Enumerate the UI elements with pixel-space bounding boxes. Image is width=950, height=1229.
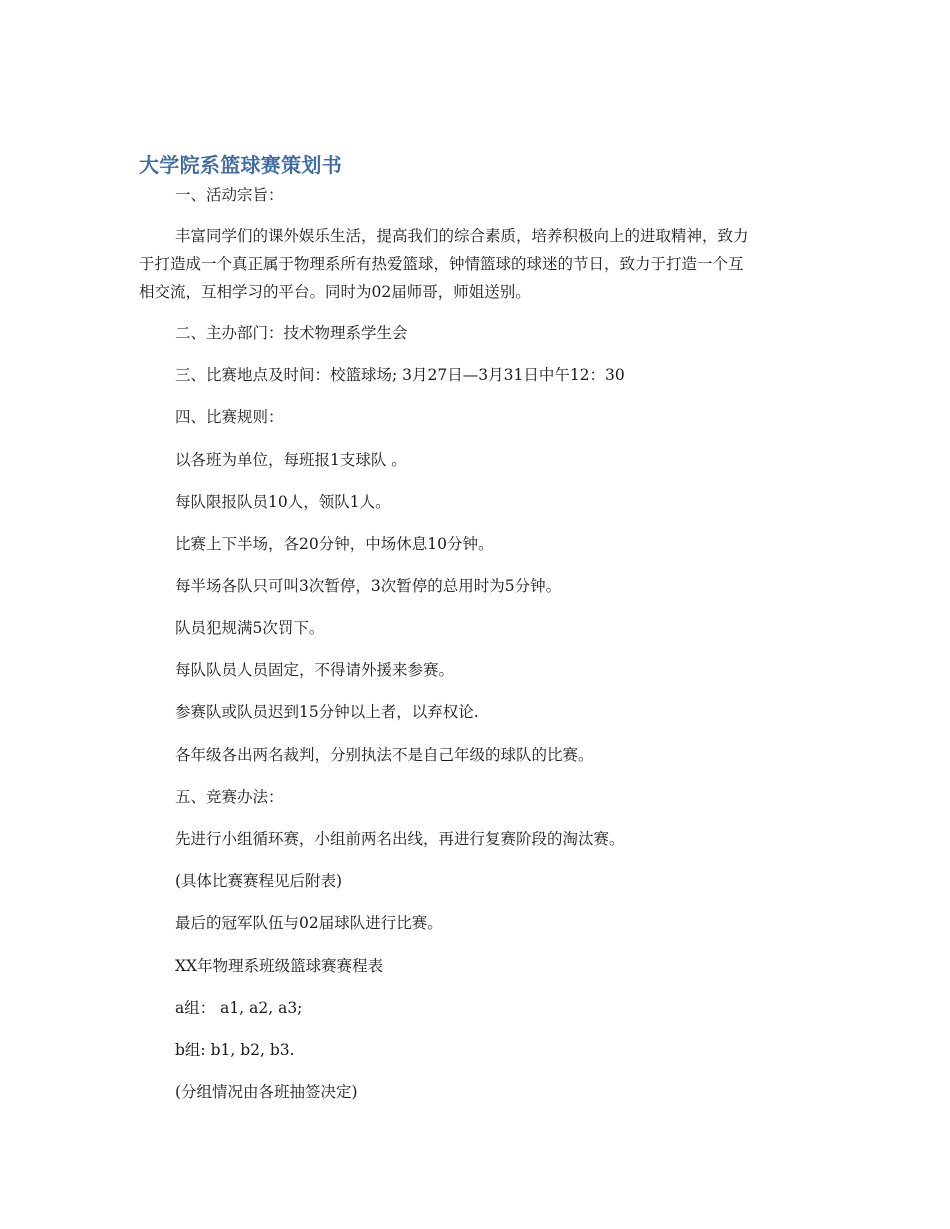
schedule-title: XX年物理系班级篮球赛赛程表 — [175, 957, 384, 975]
rule-item: 每半场各队只可叫3次暂停，3次暂停的总用时为5分钟。 — [175, 577, 562, 595]
section-5-heading: 五、竞赛办法： — [175, 788, 284, 806]
section-1-heading: 一、活动宗旨： — [175, 186, 284, 204]
purpose-line: 相交流，互相学习的平台。同时为02届师哥，师姐送别。 — [139, 283, 531, 301]
purpose-paragraph — [139, 222, 811, 306]
group-a: a组： a1, a2, a3; — [175, 999, 303, 1017]
rule-item: 每队限报队员10人，领队1人。 — [175, 493, 391, 511]
section-2-organizer: 二、主办部门：技术物理系学生会 — [175, 324, 408, 342]
purpose-line: 丰富同学们的课外娱乐生活，提高我们的综合素质，培养积极向上的进取精神，致力 — [175, 227, 749, 245]
rule-item: 比赛上下半场，各20分钟，中场休息10分钟。 — [175, 535, 494, 553]
section-3-venue-time: 三、比赛地点及时间：校篮球场; 3月27日—3月31日中午12：30 — [175, 366, 625, 384]
rule-item: 每队队员人员固定，不得请外援来参赛。 — [175, 661, 455, 679]
rule-item: 以各班为单位，每班报1支球队 。 — [175, 451, 407, 469]
rule-item: 参赛队或队员迟到15分钟以上者，以弃权论. — [175, 703, 479, 721]
group-note: (分组情况由各班抽签决定) — [175, 1083, 358, 1101]
rule-item: 各年级各出两名裁判，分别执法不是自己年级的球队的比赛。 — [175, 746, 594, 764]
document-title: 大学院系篮球赛策划书 — [139, 153, 342, 177]
section-4-heading: 四、比赛规则： — [175, 408, 284, 426]
method-line: 先进行小组循环赛，小组前两名出线，再进行复赛阶段的淘汰赛。 — [175, 830, 625, 848]
method-line: 最后的冠军队伍与02届球队进行比赛。 — [175, 914, 443, 932]
method-line: (具体比赛赛程见后附表) — [175, 872, 343, 890]
group-b: b组: b1, b2, b3. — [175, 1041, 295, 1059]
purpose-line: 于打造成一个真正属于物理系所有热爱篮球，钟情篮球的球迷的节日，致力于打造一个互 — [139, 255, 744, 273]
rule-item: 队员犯规满5次罚下。 — [175, 619, 325, 637]
